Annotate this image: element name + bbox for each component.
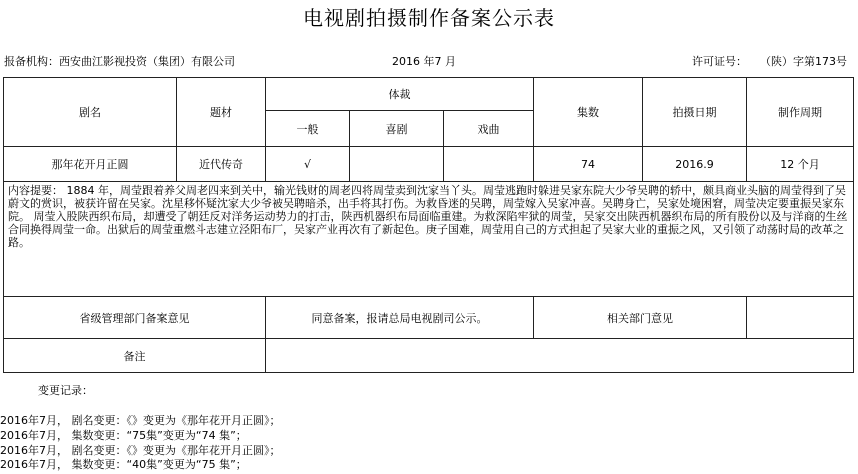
change-entry: 2016年7月， 集数变更：“75集”变更为“74 集”； [0, 429, 247, 442]
page-title: 电视剧拍摄制作备案公示表 [303, 6, 555, 30]
row-genre: 近代传奇 [177, 147, 266, 182]
row-episodes: 74 [534, 147, 643, 182]
row-general-mark: √ [266, 147, 350, 182]
row-shoot-date: 2016.9 [643, 147, 747, 182]
content-summary: 内容提要： 1884 年，周莹跟着养父周老四来到关中，输光钱财的周老四将周莹卖到沈家当丫头。周莹逃跑时躲进吴家东院大少爷吴聘的轿中，颇具商业头脑的周莹得到了吴蔚文的赏识，被获许留在吴家。沈星移怀疑沈家大少爷被吴聘暗杀，出手将其打伤。为救昏迷的吴聘，周莹嫁入吴家冲喜。吴聘身亡，吴家处境困窘，周莹决定要重振吴家东院。 周莹入股陕西织布局，却遭受了朝廷反对洋务运动势力的打击，陕西机器织布局面临重建。为救深陷牢狱的周莹，吴家交出陕西机器织布局的所有股份以及与洋商的生丝合同换得周莹一命。出狱后的周莹重燃斗志建立泾阳布厂，吴家产业再次有了新起色。庚子国难，周莹用自己的方式担起了吴家大业的重振之风，又引领了动荡时局的改革之路。 [4, 182, 854, 297]
row-comedy-mark [350, 147, 444, 182]
related-opinion [747, 297, 854, 339]
filing-table [3, 77, 854, 373]
header-style-general: 一般 [266, 111, 350, 147]
change-entry: 2016年7月， 剧名变更：《》变更为《那年花开月正圆》； [0, 414, 281, 427]
change-entry: 2016年7月， 集数变更：“40集”变更为“75 集”； [0, 458, 247, 471]
header-cycle: 制作周期 [747, 78, 854, 147]
header-style: 体裁 [266, 78, 534, 111]
table-row [4, 147, 854, 182]
header-episodes: 集数 [534, 78, 643, 147]
header-style-opera: 戏曲 [444, 111, 534, 147]
remarks-label: 备注 [4, 339, 266, 373]
related-label: 相关部门意见 [534, 297, 747, 339]
permit-number: （陕）字第173号 [760, 55, 847, 68]
header-shoot-date: 拍摄日期 [643, 78, 747, 147]
header-name: 剧名 [4, 78, 177, 147]
row-opera-mark [444, 147, 534, 182]
row-cycle: 12 个月 [747, 147, 854, 182]
remarks-value [266, 339, 854, 373]
provincial-label: 省级管理部门备案意见 [4, 297, 266, 339]
permit-label: 许可证号： [692, 55, 747, 68]
change-entry: 2016年7月， 剧名变更：《》变更为《那年花开月正圆》； [0, 444, 281, 457]
report-date: 2016 年7 月 [392, 55, 456, 68]
header-genre: 题材 [177, 78, 266, 147]
reporting-org: 报备机构：西安曲江影视投资（集团）有限公司 [4, 55, 235, 68]
change-log-title: 变更记录： [38, 384, 93, 397]
provincial-opinion: 同意备案，报请总局电视剧司公示。 [266, 297, 534, 339]
row-name: 那年花开月正圆 [4, 147, 177, 182]
header-style-comedy: 喜剧 [350, 111, 444, 147]
